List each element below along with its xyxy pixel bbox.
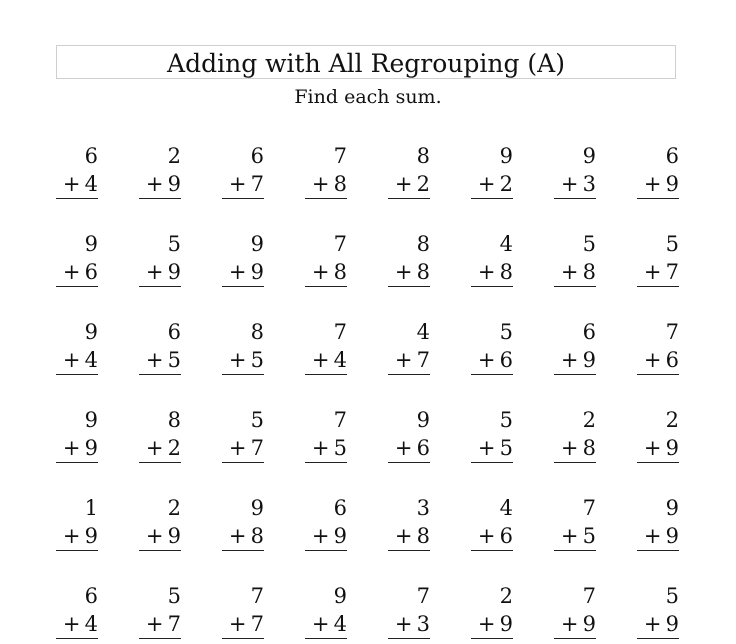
addend-top: 9: [250, 232, 264, 256]
addition-problem: [388, 320, 430, 380]
addend-top: 7: [665, 320, 679, 344]
addend-bottom: + 7: [228, 436, 264, 460]
addend-top: 6: [582, 320, 596, 344]
addend-bottom: + 9: [311, 524, 347, 548]
addend-top: 4: [499, 496, 513, 520]
addition-problem: [139, 408, 181, 468]
addend-bottom: + 8: [560, 260, 596, 284]
addend-top: 7: [582, 584, 596, 608]
addend-top: 9: [416, 408, 430, 432]
addend-top: 2: [167, 496, 181, 520]
addition-problem: [56, 408, 98, 468]
addend-top: 8: [250, 320, 264, 344]
addend-bottom: + 8: [228, 524, 264, 548]
answer-line: [554, 286, 596, 287]
answer-line: [388, 286, 430, 287]
addition-problem: [554, 496, 596, 556]
addend-bottom: + 6: [62, 260, 98, 284]
addend-top: 4: [416, 320, 430, 344]
addend-bottom: + 9: [560, 348, 596, 372]
addition-problem: [139, 144, 181, 204]
answer-line: [139, 462, 181, 463]
addend-top: 9: [84, 408, 98, 432]
answer-line: [471, 550, 513, 551]
addend-bottom: + 8: [560, 436, 596, 460]
addition-problem: [637, 584, 679, 644]
addend-bottom: + 8: [477, 260, 513, 284]
addend-top: 3: [416, 496, 430, 520]
addend-top: 7: [333, 320, 347, 344]
addend-top: 6: [250, 144, 264, 168]
addition-problem: [471, 496, 513, 556]
addend-bottom: + 2: [145, 436, 181, 460]
addend-top: 5: [499, 320, 513, 344]
addend-top: 5: [499, 408, 513, 432]
answer-line: [56, 198, 98, 199]
addition-problem: [388, 496, 430, 556]
answer-line: [471, 374, 513, 375]
addition-problem: [637, 232, 679, 292]
worksheet-instructions: Find each sum.: [294, 86, 442, 108]
answer-line: [471, 286, 513, 287]
addition-problem: [56, 232, 98, 292]
addition-problem: [637, 320, 679, 380]
answer-line: [637, 462, 679, 463]
answer-line: [56, 286, 98, 287]
addition-problem: [637, 144, 679, 204]
addend-top: 6: [84, 144, 98, 168]
addition-problem: [637, 408, 679, 468]
answer-line: [637, 286, 679, 287]
addend-bottom: + 4: [311, 348, 347, 372]
addend-bottom: + 3: [560, 172, 596, 196]
answer-line: [56, 638, 98, 639]
answer-line: [139, 638, 181, 639]
addend-bottom: + 5: [311, 436, 347, 460]
addend-top: 9: [333, 584, 347, 608]
addend-top: 5: [582, 232, 596, 256]
addition-problem: [554, 408, 596, 468]
addition-problem: [56, 144, 98, 204]
answer-line: [471, 462, 513, 463]
addend-bottom: + 7: [643, 260, 679, 284]
answer-line: [56, 550, 98, 551]
addend-top: 9: [665, 496, 679, 520]
addend-top: 1: [84, 496, 98, 520]
addend-bottom: + 6: [477, 524, 513, 548]
addition-problem: [388, 232, 430, 292]
addend-top: 5: [167, 232, 181, 256]
addition-problem: [305, 144, 347, 204]
addend-top: 5: [250, 408, 264, 432]
addition-problem: [305, 320, 347, 380]
addition-problem: [139, 584, 181, 644]
addend-bottom: + 9: [62, 524, 98, 548]
addend-top: 7: [333, 232, 347, 256]
addend-bottom: + 4: [311, 612, 347, 636]
addend-bottom: + 7: [394, 348, 430, 372]
addition-problem: [139, 320, 181, 380]
addend-top: 7: [416, 584, 430, 608]
addition-problem: [56, 320, 98, 380]
addend-top: 8: [416, 144, 430, 168]
addition-problem: [56, 496, 98, 556]
answer-line: [305, 638, 347, 639]
addend-bottom: + 8: [394, 524, 430, 548]
answer-line: [305, 374, 347, 375]
addend-top: 8: [167, 408, 181, 432]
answer-line: [222, 286, 264, 287]
answer-line: [637, 550, 679, 551]
addend-bottom: + 9: [643, 612, 679, 636]
addend-bottom: + 9: [643, 172, 679, 196]
answer-line: [222, 198, 264, 199]
answer-line: [305, 462, 347, 463]
addend-bottom: + 5: [228, 348, 264, 372]
addend-top: 7: [582, 496, 596, 520]
answer-line: [139, 198, 181, 199]
addition-problem: [471, 232, 513, 292]
addend-top: 9: [582, 144, 596, 168]
answer-line: [554, 462, 596, 463]
addend-bottom: + 8: [311, 172, 347, 196]
addend-top: 7: [250, 584, 264, 608]
addition-problem: [222, 408, 264, 468]
addition-problem: [222, 584, 264, 644]
addend-top: 7: [333, 408, 347, 432]
addend-bottom: + 8: [394, 260, 430, 284]
addend-bottom: + 9: [228, 260, 264, 284]
addition-problem: [305, 408, 347, 468]
addend-top: 2: [499, 584, 513, 608]
answer-line: [139, 286, 181, 287]
addition-problem: [554, 144, 596, 204]
addition-problem: [554, 232, 596, 292]
addend-bottom: + 9: [145, 524, 181, 548]
addition-problem: [388, 144, 430, 204]
answer-line: [305, 198, 347, 199]
addend-top: 9: [84, 320, 98, 344]
addend-bottom: + 5: [477, 436, 513, 460]
addend-bottom: + 9: [62, 436, 98, 460]
answer-line: [222, 550, 264, 551]
addition-problem: [471, 408, 513, 468]
addition-problem: [222, 496, 264, 556]
addend-top: 2: [665, 408, 679, 432]
answer-line: [637, 638, 679, 639]
answer-line: [388, 374, 430, 375]
addend-top: 7: [333, 144, 347, 168]
addend-top: 4: [499, 232, 513, 256]
answer-line: [305, 286, 347, 287]
answer-line: [305, 550, 347, 551]
addend-bottom: + 7: [228, 612, 264, 636]
worksheet-title: Adding with All Regrouping (A): [56, 45, 676, 79]
addend-top: 2: [582, 408, 596, 432]
addend-bottom: + 4: [62, 612, 98, 636]
addition-problem: [222, 144, 264, 204]
addition-problem: [554, 320, 596, 380]
addition-problem: [637, 496, 679, 556]
answer-line: [139, 550, 181, 551]
addend-bottom: + 2: [477, 172, 513, 196]
answer-line: [222, 374, 264, 375]
addend-bottom: + 9: [643, 524, 679, 548]
addition-problem: [388, 408, 430, 468]
addend-bottom: + 4: [62, 172, 98, 196]
addend-top: 5: [665, 232, 679, 256]
addend-bottom: + 8: [311, 260, 347, 284]
addition-problem: [56, 584, 98, 644]
addition-problem: [305, 496, 347, 556]
addend-bottom: + 2: [394, 172, 430, 196]
addition-problem: [471, 320, 513, 380]
addition-problem: [222, 232, 264, 292]
addition-problem: [305, 232, 347, 292]
addend-top: 8: [416, 232, 430, 256]
addend-top: 6: [167, 320, 181, 344]
addend-bottom: + 7: [145, 612, 181, 636]
addend-bottom: + 9: [145, 172, 181, 196]
addend-bottom: + 6: [643, 348, 679, 372]
addition-problem: [305, 584, 347, 644]
addend-bottom: + 9: [643, 436, 679, 460]
addend-top: 5: [665, 584, 679, 608]
addend-bottom: + 9: [560, 612, 596, 636]
addend-bottom: + 7: [228, 172, 264, 196]
answer-line: [388, 550, 430, 551]
addition-problem: [222, 320, 264, 380]
addend-top: 9: [499, 144, 513, 168]
addend-bottom: + 6: [477, 348, 513, 372]
answer-line: [554, 638, 596, 639]
addend-bottom: + 9: [145, 260, 181, 284]
addend-bottom: + 5: [560, 524, 596, 548]
addend-top: 5: [167, 584, 181, 608]
answer-line: [222, 462, 264, 463]
addend-top: 2: [167, 144, 181, 168]
addend-top: 9: [84, 232, 98, 256]
answer-line: [56, 374, 98, 375]
addend-bottom: + 9: [477, 612, 513, 636]
answer-line: [637, 198, 679, 199]
addition-problem: [471, 584, 513, 644]
answer-line: [554, 198, 596, 199]
addend-top: 6: [665, 144, 679, 168]
answer-line: [471, 638, 513, 639]
addend-bottom: + 6: [394, 436, 430, 460]
answer-line: [554, 550, 596, 551]
answer-line: [56, 462, 98, 463]
answer-line: [139, 374, 181, 375]
addend-top: 9: [250, 496, 264, 520]
answer-line: [388, 462, 430, 463]
addend-top: 6: [333, 496, 347, 520]
addition-problem: [471, 144, 513, 204]
addition-problem: [139, 496, 181, 556]
answer-line: [471, 198, 513, 199]
answer-line: [388, 638, 430, 639]
addition-problem: [139, 232, 181, 292]
addend-bottom: + 4: [62, 348, 98, 372]
addend-bottom: + 5: [145, 348, 181, 372]
answer-line: [554, 374, 596, 375]
addition-problem: [388, 584, 430, 644]
answer-line: [388, 198, 430, 199]
addend-top: 6: [84, 584, 98, 608]
answer-line: [222, 638, 264, 639]
answer-line: [637, 374, 679, 375]
addition-problem: [554, 584, 596, 644]
addend-bottom: + 3: [394, 612, 430, 636]
